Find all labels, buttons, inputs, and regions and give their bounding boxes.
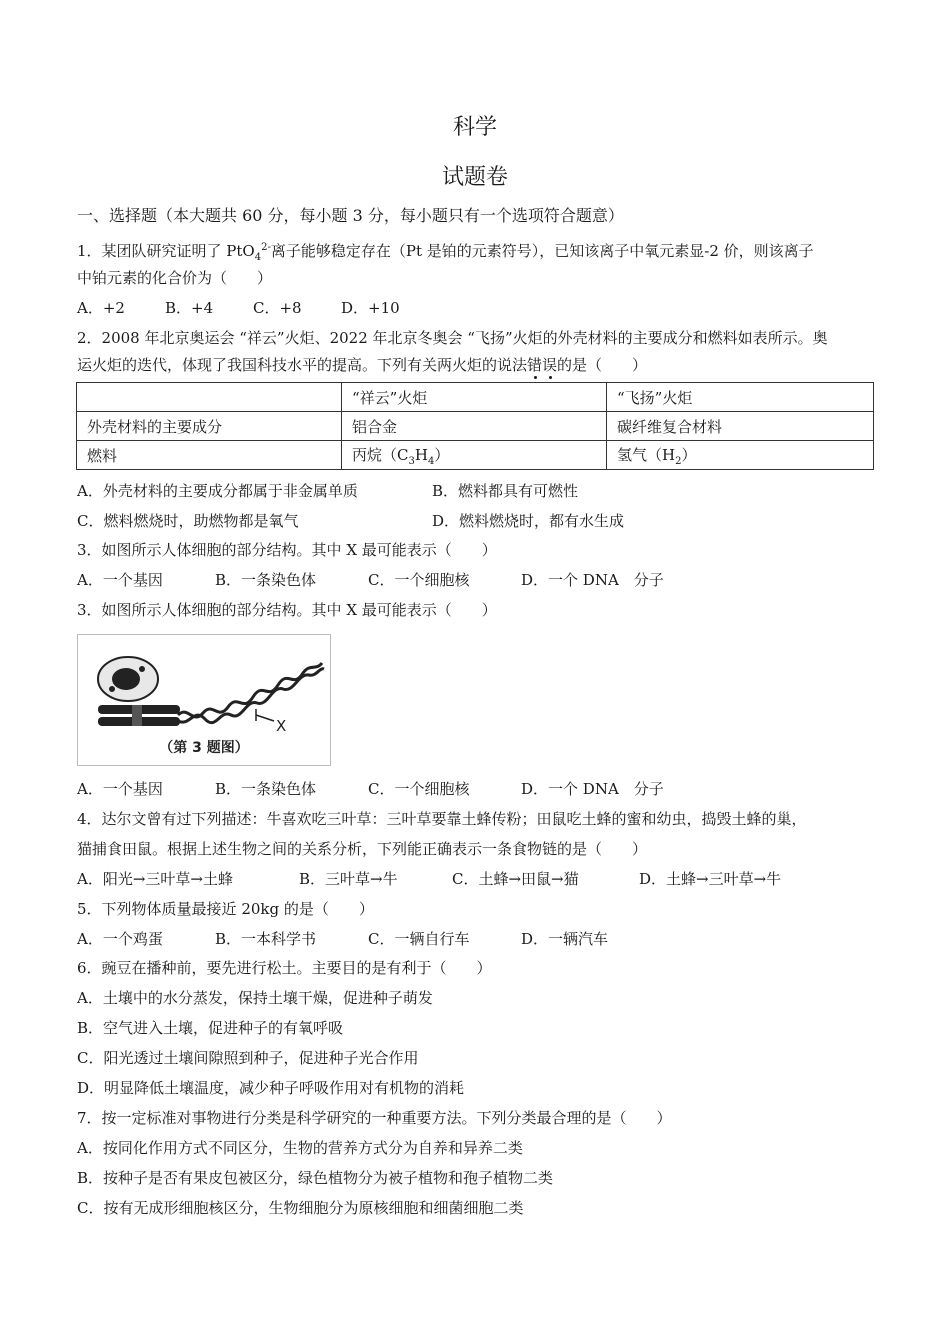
q7-stem: 7．按一定标准对事物进行分类是科学研究的一种重要方法。下列分类最合理的是（ ） (77, 1109, 672, 1127)
table-cell: 碳纤维复合材料 (607, 412, 874, 441)
q2-option-b[interactable]: B．燃料都具有可燃性 (432, 482, 579, 500)
centromere-icon (132, 705, 142, 726)
q3b-option-b[interactable]: B．一条染色体 (215, 780, 317, 798)
x-label: X (276, 717, 287, 735)
table-row (77, 441, 874, 470)
q3b-option-c[interactable]: C．一个细胞核 (368, 780, 470, 798)
nucleus-icon (112, 668, 140, 690)
q5-stem: 5．下列物体质量最接近 20kg 的是（ ） (77, 900, 374, 918)
q6-option-a[interactable]: A．土壤中的水分蒸发，保持土壤干燥，促进种子萌发 (77, 989, 433, 1007)
q7-option-c[interactable]: C．按有无成形细胞核区分，生物细胞分为原核细胞和细菌细胞二类 (77, 1199, 524, 1217)
q3a-option-b[interactable]: B．一条染色体 (215, 571, 317, 589)
q5-option-b[interactable]: B．一本科学书 (215, 930, 317, 948)
q2-option-c[interactable]: C．燃料燃烧时，助燃物都是氧气 (77, 512, 299, 530)
q1-option-a[interactable]: A．+2 (77, 299, 125, 317)
q4-stem-line1: 4．达尔文曾有过下列描述：牛喜欢吃三叶草：三叶草要靠土蜂传粉；田鼠吃土蜂的蜜和幼虫，捣毁土蜂的巢， (77, 810, 807, 828)
q4-stem-line2: 猫捕食田鼠。根据上述生物之间的关系分析，下列能正确表示一条食物链的是（ ） (77, 840, 648, 858)
page-subtitle: 试题卷 (441, 165, 508, 190)
page-title: 科学 (452, 115, 497, 140)
q6-option-c[interactable]: C．阳光透过土壤间隙照到种子，促进种子光合作用 (77, 1049, 419, 1067)
dna-helix-icon (178, 663, 322, 717)
chromosome-figure (77, 634, 331, 766)
q3a-option-a[interactable]: A．一个基因 (77, 571, 163, 589)
table-cell: 燃料 (77, 441, 342, 470)
q6-option-d[interactable]: D．明显降低土壤温度，减少种子呼吸作用对有机物的消耗 (77, 1079, 465, 1097)
table-row (77, 383, 874, 412)
chromosome-dna-diagram (78, 635, 330, 735)
q7-option-a[interactable]: A．按同化作用方式不同区分，生物的营养方式分为自养和异养二类 (77, 1139, 523, 1157)
table-cell: 外壳材料的主要成分 (77, 412, 342, 441)
table-row (77, 412, 874, 441)
q1-stem-line2: 中铂元素的化合价为（ ） (77, 269, 273, 287)
q1-stem-line1: 1．某团队研究证明了 PtO$_4^{2-}$离子能够稳定存在（Pt 是铂的元素符号），已知该离子中氧元素显-2 价，则该离子 (77, 242, 814, 263)
q4-option-a[interactable]: A．阳光→三叶草→土蜂 (77, 870, 233, 888)
q6-stem: 6．豌豆在播种前，要先进行松土。主要目的是有利于（ ） (77, 959, 492, 977)
q5-option-c[interactable]: C．一辆自行车 (368, 930, 470, 948)
table-cell: “祥云”火炬 (342, 383, 607, 412)
table-cell: “飞扬”火炬 (607, 383, 874, 412)
table-cell (77, 383, 342, 412)
q4-option-c[interactable]: C．土蜂→田鼠→猫 (452, 870, 579, 888)
q1-option-d[interactable]: D．+10 (341, 299, 400, 317)
q1-option-c[interactable]: C．+8 (253, 299, 302, 317)
q5-option-d[interactable]: D．一辆汽车 (521, 930, 609, 948)
q2-stem-line1: 2．2008 年北京奥运会 “祥云”火炬、2022 年北京冬奥会 “飞扬”火炬的外壳材料的主要成分和燃料如表所示。奥 (77, 329, 828, 347)
q3a-stem: 3．如图所示人体细胞的部分结构。其中 X 最可能表示（ ） (77, 541, 497, 559)
q6-option-b[interactable]: B．空气进入土壤，促进种子的有氧呼吸 (77, 1019, 344, 1037)
table-cell: 铝合金 (342, 412, 607, 441)
q1-option-b[interactable]: B．+4 (165, 299, 214, 317)
q4-option-b[interactable]: B．三叶草→牛 (299, 870, 398, 888)
q3b-stem: 3．如图所示人体细胞的部分结构。其中 X 最可能表示（ ） (77, 601, 497, 619)
q3a-option-c[interactable]: C．一个细胞核 (368, 571, 470, 589)
q2-option-d[interactable]: D．燃料燃烧时，都有水生成 (432, 512, 625, 530)
q5-option-a[interactable]: A．一个鸡蛋 (77, 930, 163, 948)
figure-caption: （第 3 题图） (159, 740, 249, 756)
section-heading: 一、选择题（本大题共 60 分，每小题 3 分，每小题只有一个选项符合题意） (77, 206, 624, 225)
q7-option-b[interactable]: B．按种子是否有果皮包被区分，绿色植物分为被子植物和孢子植物二类 (77, 1169, 554, 1187)
q3a-option-d[interactable]: D．一个 DNA 分子 (521, 571, 664, 589)
torch-comparison-table (76, 382, 874, 470)
q4-option-d[interactable]: D．土蜂→三叶草→牛 (639, 870, 782, 888)
q3b-option-d[interactable]: D．一个 DNA 分子 (521, 780, 664, 798)
table-cell: 氢气$(H_2)$ (607, 441, 874, 470)
q2-option-a[interactable]: A．外壳材料的主要成分都属于非金属单质 (77, 482, 358, 500)
table-cell: 丙烷$(C_3H_4)$ (342, 441, 607, 470)
q2-stem-line2: 运火炬的迭代，体现了我国科技水平的提高。下列有关两火炬的说法错误的是（ ） (77, 356, 648, 374)
q3b-option-a[interactable]: A．一个基因 (77, 780, 163, 798)
